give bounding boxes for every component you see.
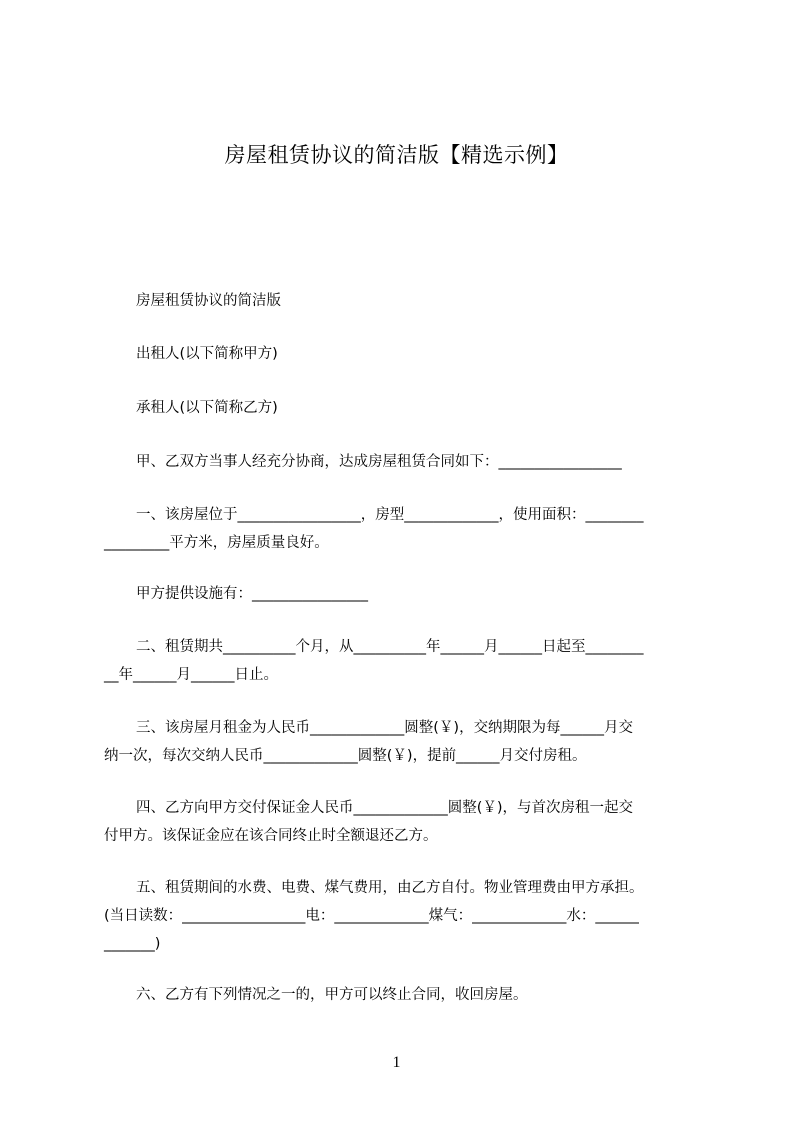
clause-5-utilities bbox=[104, 874, 704, 958]
paragraph-line: (当日读数：_________________电：_____________煤气：_____________水：______ bbox=[104, 908, 639, 924]
paragraph-line: 三、该房屋月租金为人民币_____________圆整(￥)，交纳期限为每______月交 bbox=[136, 720, 634, 736]
paragraph-line: 出租人(以下简称甲方) bbox=[136, 346, 278, 362]
paragraph-line: 一、该房屋位于_________________，房型_____________，使用面积：________ bbox=[136, 507, 644, 523]
paragraph-facilities bbox=[104, 580, 704, 608]
paragraph-line: _______) bbox=[104, 936, 161, 952]
paragraph-line: 甲方提供设施有：________________ bbox=[136, 586, 368, 602]
paragraph-agreement-intro bbox=[104, 448, 704, 476]
page-title: 房屋租赁协议的简洁版【精选示例】 bbox=[224, 143, 569, 167]
paragraph-line: 付甲方。该保证金应在该合同终止时全额退还乙方。 bbox=[104, 828, 438, 844]
paragraph-lessee bbox=[104, 394, 704, 422]
paragraph-line: 房屋租赁协议的简洁版 bbox=[136, 293, 281, 309]
clause-6-termination bbox=[104, 981, 704, 1009]
paragraph-line: __年______月______日止。 bbox=[104, 667, 278, 683]
paragraph-line: 六、乙方有下列情况之一的，甲方可以终止合同，收回房屋。 bbox=[136, 987, 528, 1003]
paragraph-lessor bbox=[104, 340, 704, 368]
clause-3-rent bbox=[104, 714, 704, 770]
clause-2-term bbox=[104, 633, 704, 689]
page-number: 1 bbox=[392, 1054, 401, 1071]
paragraph-line: 甲、乙双方当事人经充分协商，达成房屋租赁合同如下：_________________ bbox=[136, 454, 622, 470]
paragraph-line: 五、租赁期间的水费、电费、煤气费用，由乙方自付。物业管理费由甲方承担。 bbox=[136, 880, 644, 896]
paragraph-line: 四、乙方向甲方交付保证金人民币_____________圆整(￥)，与首次房租一起交 bbox=[136, 800, 634, 816]
paragraph-subtitle bbox=[104, 287, 704, 315]
paragraph-line: 承租人(以下简称乙方) bbox=[136, 400, 278, 416]
paragraph-line: 纳一次，每次交纳人民币_____________圆整(￥)，提前______月交付房租。 bbox=[104, 748, 587, 764]
clause-1-location bbox=[104, 501, 704, 557]
clause-4-deposit bbox=[104, 794, 704, 850]
paragraph-line: 二、租赁期共__________个月，从__________年______月______日起至________ bbox=[136, 639, 644, 655]
paragraph-line: _________平方米，房屋质量良好。 bbox=[104, 535, 329, 551]
